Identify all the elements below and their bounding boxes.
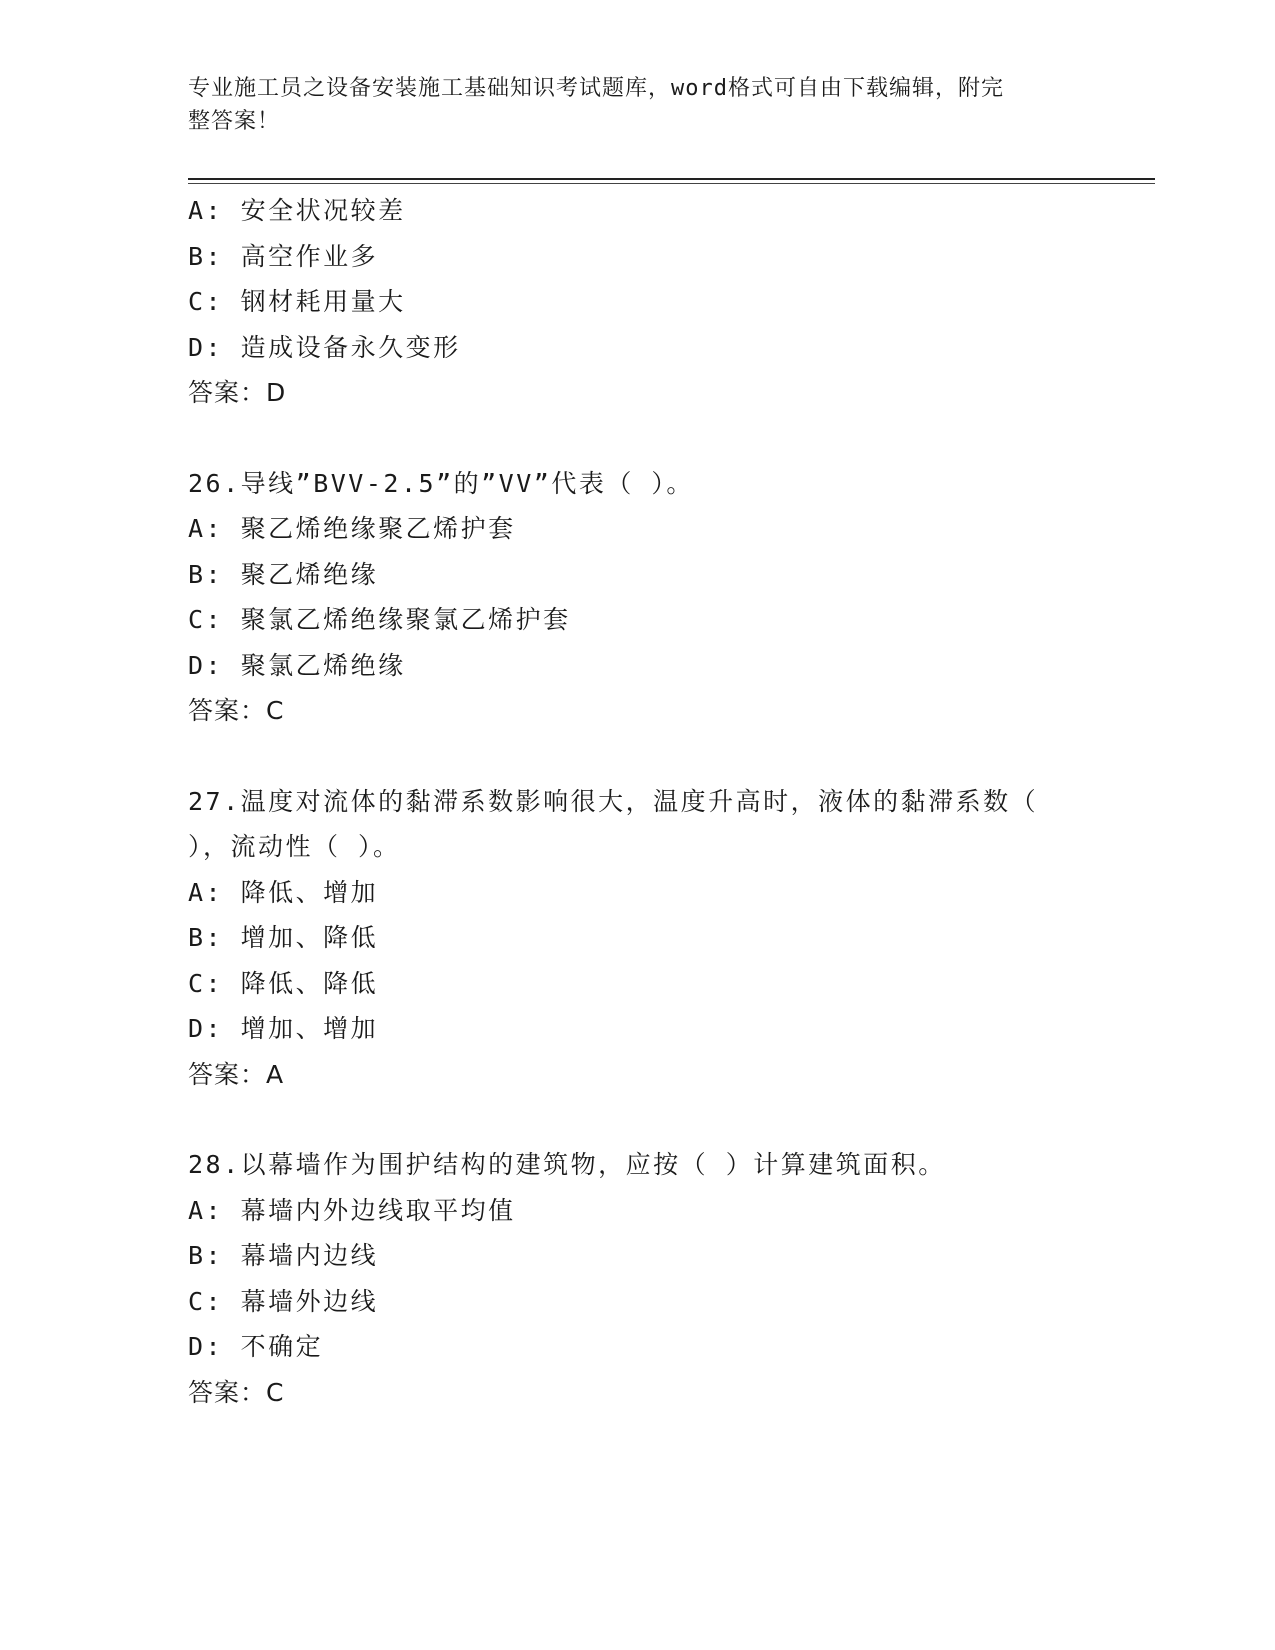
answer-line: 答案：C: [188, 696, 285, 725]
answer-line: 答案：A: [188, 1059, 285, 1089]
spacer: [188, 1097, 1108, 1142]
answer-line: 答案：D: [188, 378, 287, 407]
option-b: B: 幕墙内边线: [188, 1241, 379, 1270]
question-text-line-2: ），流动性（ ）。: [188, 832, 401, 861]
question-26-block: [188, 461, 1108, 734]
option-d: D: 不确定: [188, 1332, 324, 1361]
spacer: [188, 734, 1108, 779]
header-divider-thin: [188, 183, 1155, 184]
answer-line: 答案：C: [188, 1377, 285, 1407]
question-text-line-1: 27.温度对流体的黏滞系数影响很大，温度升高时，液体的黏滞系数（: [188, 786, 1039, 816]
option-a: A: 聚乙烯绝缘聚乙烯护套: [188, 514, 516, 543]
option-c: C: 降低、降低: [188, 968, 379, 998]
option-a: A: 降低、增加: [188, 877, 379, 907]
question-text: 26.导线”BVV-2.5”的”VV”代表（ ）。: [188, 468, 694, 498]
option-b: B: 聚乙烯绝缘: [188, 559, 379, 589]
question-28-block: [188, 1142, 1108, 1415]
header-divider-thick: [188, 178, 1155, 180]
option-c: C: 钢材耗用量大: [188, 287, 406, 316]
option-d: D: 聚氯乙烯绝缘: [188, 650, 406, 680]
option-b: B: 高空作业多: [188, 241, 379, 271]
option-d: D: 造成设备永久变形: [188, 332, 461, 362]
document-header: [188, 72, 1068, 138]
header-title-line-2: 整答案！: [188, 109, 281, 134]
option-b: B: 增加、降低: [188, 923, 379, 952]
header-title-line-1: 专业施工员之设备安装施工基础知识考试题库，word格式可自由下载编辑，附完: [188, 76, 1004, 101]
question-text: 28.以幕墙作为围护结构的建筑物，应按（ ）计算建筑面积。: [188, 1150, 946, 1179]
option-a: A: 幕墙内外边线取平均值: [188, 1195, 516, 1225]
option-c: C: 幕墙外边线: [188, 1286, 379, 1316]
question-list: [188, 188, 1108, 1415]
spacer: [188, 416, 1108, 461]
question-27-block: [188, 779, 1108, 1098]
option-d: D: 增加、增加: [188, 1014, 379, 1043]
question-25-block: [188, 188, 1108, 416]
option-a: A: 安全状况较差: [188, 196, 406, 225]
option-c: C: 聚氯乙烯绝缘聚氯乙烯护套: [188, 605, 571, 634]
